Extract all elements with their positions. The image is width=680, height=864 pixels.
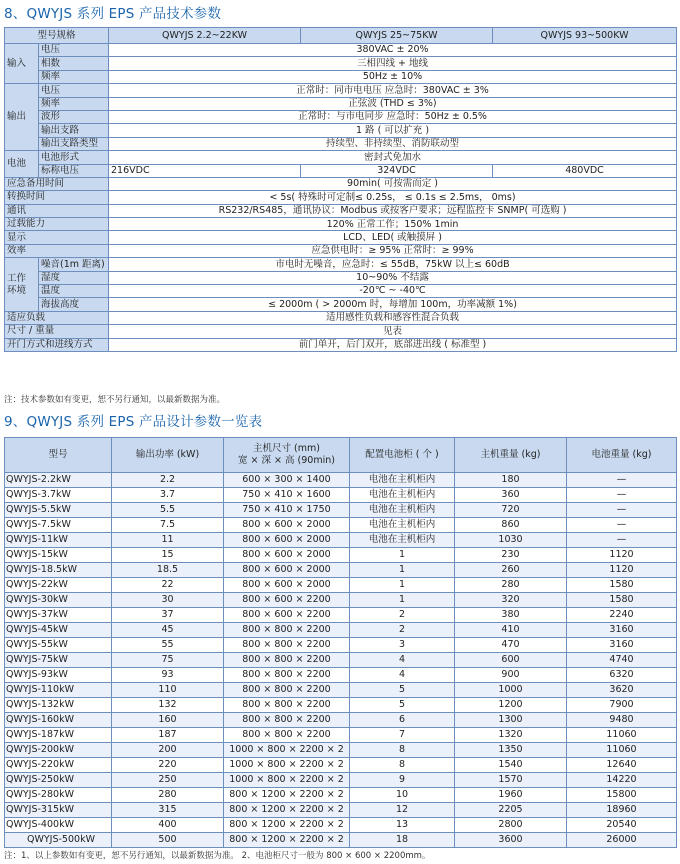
- spec-param-label: 开门方式和进线方式: [5, 338, 109, 351]
- table-cell: 800 × 600 × 2000: [224, 533, 350, 548]
- spec-param-label: 海拔高度: [39, 298, 109, 311]
- spec-row: [5, 231, 677, 244]
- spec-param-label: 温度: [39, 285, 109, 298]
- design-row: [5, 818, 677, 833]
- design-row: [5, 488, 677, 503]
- table-cell: 1000 × 800 × 2200 × 2: [224, 773, 350, 788]
- section-9-title: 9、QWYJS 系列 EPS 产品设计参数一览表: [4, 414, 263, 430]
- table-cell: 800 × 800 × 2200: [224, 683, 350, 698]
- spec-param-value: 持续型、非持续型、消防联动型: [109, 137, 677, 150]
- table-cell: 1: [350, 578, 455, 593]
- spec-param-value: 见表: [109, 325, 677, 338]
- spec-header-cell: QWYJS 25~75KW: [301, 28, 493, 44]
- table-cell: 800 × 800 × 2200: [224, 728, 350, 743]
- table-cell: 600 × 300 × 1400: [224, 473, 350, 488]
- spec-param-value: 正弦波 (THD ≤ 3%): [109, 97, 677, 110]
- spec-param-value: -20℃ ~ -40℃: [109, 285, 677, 298]
- table-cell: 1580: [567, 593, 677, 608]
- table-cell: 11060: [567, 743, 677, 758]
- table-cell: 132: [112, 698, 224, 713]
- spec-param-value: 三相四线 + 地线: [109, 57, 677, 70]
- spec-param-value: LCD、LED( 或触摸屏 ): [109, 231, 677, 244]
- table-cell: 3: [350, 638, 455, 653]
- spec-row: [5, 325, 677, 338]
- table-cell: 11060: [567, 728, 677, 743]
- spec-param-value: 120% 正常工作；150% 1min: [109, 218, 677, 231]
- table-cell: 260: [455, 563, 567, 578]
- spec-param-label: 电池形式: [39, 151, 109, 164]
- table-cell: 800 × 1200 × 2200 × 2: [224, 803, 350, 818]
- table-cell: 15: [112, 548, 224, 563]
- spec-header-cell: 型号规格: [5, 28, 109, 44]
- spec-row: [5, 285, 677, 298]
- spec-param-label: 应急备用时间: [5, 177, 109, 190]
- model-cell: QWYJS-93kW: [5, 668, 112, 683]
- spec-param-label: 适应负载: [5, 311, 109, 324]
- spec-param-label: 尺寸 / 重量: [5, 325, 109, 338]
- table-cell: 160: [112, 713, 224, 728]
- spec-group-label: 输出: [5, 84, 39, 151]
- table-cell: 800 × 600 × 2000: [224, 563, 350, 578]
- table-cell: 1580: [567, 578, 677, 593]
- table-cell: 200: [112, 743, 224, 758]
- table-cell: 1300: [455, 713, 567, 728]
- table-cell: 18: [350, 833, 455, 848]
- design-row: [5, 698, 677, 713]
- table-cell: 230: [455, 548, 567, 563]
- design-row: [5, 773, 677, 788]
- design-row: [5, 548, 677, 563]
- table-cell: 800 × 800 × 2200: [224, 698, 350, 713]
- spec-param-value: 密封式免加水: [109, 151, 677, 164]
- design-row: [5, 623, 677, 638]
- table-cell: 12640: [567, 758, 677, 773]
- model-cell: QWYJS-7.5kW: [5, 518, 112, 533]
- spec-param-label: 输出支路类型: [39, 137, 109, 150]
- spec-param-value: 应急供电时：≥ 95% 正常时：≥ 99%: [109, 244, 677, 257]
- spec-param-value: 正常时：同市电电压 应急时：380VAC ± 3%: [109, 84, 677, 97]
- design-header-cell: 输出功率 (kW): [112, 438, 224, 473]
- table-cell: 2800: [455, 818, 567, 833]
- table-cell: 9: [350, 773, 455, 788]
- design-row: [5, 743, 677, 758]
- table-cell: 7.5: [112, 518, 224, 533]
- table-cell: 电池在主机柜内: [350, 503, 455, 518]
- spec-param-value: ≤ 2000m ( > 2000m 时，每增加 100m，功率减额 1%): [109, 298, 677, 311]
- table-cell: 18.5: [112, 563, 224, 578]
- design-row: [5, 593, 677, 608]
- design-row: [5, 653, 677, 668]
- table-cell: 6: [350, 713, 455, 728]
- spec-group-label: 输入: [5, 44, 39, 84]
- table-cell: 22: [112, 578, 224, 593]
- table-cell: 18960: [567, 803, 677, 818]
- design-header-row: [5, 438, 677, 473]
- spec-param-value: 市电时无噪音，应急时：≤ 55dB，75kW 以上≤ 60dB: [109, 258, 677, 271]
- model-cell: QWYJS-160kW: [5, 713, 112, 728]
- table-cell: 电池在主机柜内: [350, 473, 455, 488]
- table-cell: 5: [350, 698, 455, 713]
- spec-param-label: 相数: [39, 57, 109, 70]
- table-cell: —: [567, 488, 677, 503]
- table-cell: 800 × 1200 × 2200 × 2: [224, 818, 350, 833]
- model-cell: QWYJS-3.7kW: [5, 488, 112, 503]
- design-row: [5, 638, 677, 653]
- spec-row: [5, 338, 677, 351]
- spec-row: [5, 191, 677, 204]
- spec-row: [5, 137, 677, 150]
- model-cell: QWYJS-187kW: [5, 728, 112, 743]
- table-cell: 8: [350, 743, 455, 758]
- spec-param-value: 50Hz ± 10%: [109, 70, 677, 83]
- section-8-title: 8、QWYJS 系列 EPS 产品技术参数: [4, 6, 222, 22]
- model-cell: QWYJS-15kW: [5, 548, 112, 563]
- table-cell: 1120: [567, 563, 677, 578]
- spec-param-value: < 5s( 特殊时可定制≤ 0.25s， ≤ 0.1s ≤ 2.5ms， 0ms): [109, 191, 677, 204]
- spec-param-value: 正常时：与市电同步 应急时：50Hz ± 0.5%: [109, 110, 677, 123]
- spec-param-value: 1 路 ( 可以扩充 ): [109, 124, 677, 137]
- table-cell: 26000: [567, 833, 677, 848]
- table-cell: 1: [350, 563, 455, 578]
- table-cell: 220: [112, 758, 224, 773]
- design-row: [5, 683, 677, 698]
- spec-param-label: 输出支路: [39, 124, 109, 137]
- table-cell: 280: [455, 578, 567, 593]
- table-cell: 800 × 800 × 2200: [224, 653, 350, 668]
- spec-header-cell: QWYJS 93~500KW: [493, 28, 677, 44]
- table-cell: 750 × 410 × 1750: [224, 503, 350, 518]
- model-cell: QWYJS-132kW: [5, 698, 112, 713]
- table-cell: 180: [455, 473, 567, 488]
- table-cell: 30: [112, 593, 224, 608]
- table-cell: 1540: [455, 758, 567, 773]
- model-cell: QWYJS-2.2kW: [5, 473, 112, 488]
- table-cell: 280: [112, 788, 224, 803]
- spec-param-value: 10~90% 不结露: [109, 271, 677, 284]
- design-header-cell: 配置电池柜 ( 个 ): [350, 438, 455, 473]
- design-row: [5, 533, 677, 548]
- spec-param-value: 前门单开，后门双开，底部进出线 ( 标准型 ): [109, 338, 677, 351]
- model-cell: QWYJS-250kW: [5, 773, 112, 788]
- spec-param-value: 480VDC: [493, 164, 677, 177]
- table-cell: 2: [350, 623, 455, 638]
- design-row: [5, 668, 677, 683]
- spec-param-value: 216VDC: [109, 164, 301, 177]
- spec-row: [5, 218, 677, 231]
- table-cell: 800 × 600 × 2200: [224, 593, 350, 608]
- spec-row: [5, 124, 677, 137]
- table-cell: 37: [112, 608, 224, 623]
- table-cell: 470: [455, 638, 567, 653]
- table-cell: 2205: [455, 803, 567, 818]
- design-row: [5, 503, 677, 518]
- spec-param-label: 过载能力: [5, 218, 109, 231]
- spec-row: [5, 177, 677, 190]
- table-cell: 2: [350, 608, 455, 623]
- table-cell: 93: [112, 668, 224, 683]
- table-cell: 15800: [567, 788, 677, 803]
- model-cell: QWYJS-5.5kW: [5, 503, 112, 518]
- model-cell: QWYJS-22kW: [5, 578, 112, 593]
- model-cell: QWYJS-11kW: [5, 533, 112, 548]
- design-row: [5, 518, 677, 533]
- table-cell: 1: [350, 548, 455, 563]
- spec-row: [5, 151, 677, 164]
- table-cell: 1200: [455, 698, 567, 713]
- spec-param-label: 噪音(1m 距离): [39, 258, 109, 271]
- table-cell: 12: [350, 803, 455, 818]
- spec-param-label: 频率: [39, 70, 109, 83]
- table-cell: 800 × 800 × 2200: [224, 638, 350, 653]
- spec-param-value: RS232/RS485，通讯协议：Modbus 或按客户要求；远程监控卡 SNMP( 可选购 ): [109, 204, 677, 217]
- table-cell: 9480: [567, 713, 677, 728]
- table-cell: 3600: [455, 833, 567, 848]
- spec-param-label: 电压: [39, 44, 109, 57]
- table-cell: 250: [112, 773, 224, 788]
- spec-row: [5, 298, 677, 311]
- model-cell: QWYJS-110kW: [5, 683, 112, 698]
- design-header-cell: 主机尺寸 (mm) 宽 × 深 × 高 (90min): [224, 438, 350, 473]
- table-cell: 13: [350, 818, 455, 833]
- table-cell: 750 × 410 × 1600: [224, 488, 350, 503]
- design-row: [5, 728, 677, 743]
- spec-row: [5, 84, 677, 97]
- table-cell: 600: [455, 653, 567, 668]
- table-cell: 1960: [455, 788, 567, 803]
- spec-param-label: 转换时间: [5, 191, 109, 204]
- table-cell: —: [567, 518, 677, 533]
- table-cell: 3620: [567, 683, 677, 698]
- design-row: [5, 758, 677, 773]
- design-row: [5, 563, 677, 578]
- model-cell: QWYJS-75kW: [5, 653, 112, 668]
- table-cell: 800 × 600 × 2200: [224, 608, 350, 623]
- table-cell: 3.7: [112, 488, 224, 503]
- table-cell: 电池在主机柜内: [350, 488, 455, 503]
- table-cell: 800 × 800 × 2200: [224, 668, 350, 683]
- table-cell: 1000: [455, 683, 567, 698]
- spec-group-label: 工作 环境: [5, 258, 39, 312]
- spec-param-value: 380VAC ± 20%: [109, 44, 677, 57]
- table-cell: 45: [112, 623, 224, 638]
- table-cell: 3160: [567, 623, 677, 638]
- model-cell: QWYJS-37kW: [5, 608, 112, 623]
- table-cell: 315: [112, 803, 224, 818]
- table-cell: 4: [350, 653, 455, 668]
- spec-header-cell: QWYJS 2.2~22KW: [109, 28, 301, 44]
- spec-row: [5, 311, 677, 324]
- table-cell: 10: [350, 788, 455, 803]
- table-cell: 500: [112, 833, 224, 848]
- spec-param-label: 频率: [39, 97, 109, 110]
- model-cell: QWYJS-45kW: [5, 623, 112, 638]
- table-cell: 5.5: [112, 503, 224, 518]
- table-cell: 8: [350, 758, 455, 773]
- table-cell: 720: [455, 503, 567, 518]
- table-cell: 800 × 1200 × 2200 × 2: [224, 833, 350, 848]
- table-cell: 4740: [567, 653, 677, 668]
- table-cell: 7: [350, 728, 455, 743]
- spec-group-label: 电池: [5, 151, 39, 178]
- spec-param-label: 湿度: [39, 271, 109, 284]
- table-cell: 800 × 1200 × 2200 × 2: [224, 788, 350, 803]
- table-cell: 900: [455, 668, 567, 683]
- table-cell: 4: [350, 668, 455, 683]
- design-row: [5, 803, 677, 818]
- table-cell: 320: [455, 593, 567, 608]
- table-cell: 800 × 600 × 2000: [224, 518, 350, 533]
- design-row: [5, 788, 677, 803]
- table-cell: 400: [112, 818, 224, 833]
- table-cell: 电池在主机柜内: [350, 533, 455, 548]
- design-param-table: [4, 437, 677, 848]
- table-cell: 2240: [567, 608, 677, 623]
- table-cell: 1120: [567, 548, 677, 563]
- spec-row: [5, 57, 677, 70]
- design-header-cell: 主机重量 (kg): [455, 438, 567, 473]
- table-cell: 1000 × 800 × 2200 × 2: [224, 758, 350, 773]
- model-cell: QWYJS-315kW: [5, 803, 112, 818]
- spec-param-label: 标称电压: [39, 164, 109, 177]
- table-cell: 2.2: [112, 473, 224, 488]
- table-cell: —: [567, 503, 677, 518]
- model-cell: QWYJS-280kW: [5, 788, 112, 803]
- table-cell: 电池在主机柜内: [350, 518, 455, 533]
- table-cell: 110: [112, 683, 224, 698]
- table-cell: 5: [350, 683, 455, 698]
- model-cell: QWYJS-30kW: [5, 593, 112, 608]
- table-cell: 187: [112, 728, 224, 743]
- spec-row: [5, 204, 677, 217]
- section-8-note: 注：技术参数如有变更，恕不另行通知，以最新数据为准。: [4, 395, 226, 405]
- table-cell: 20540: [567, 818, 677, 833]
- table-cell: 800 × 800 × 2200: [224, 713, 350, 728]
- spec-param-value: 适用感性负载和感容性混合负载: [109, 311, 677, 324]
- table-cell: —: [567, 473, 677, 488]
- design-row: [5, 473, 677, 488]
- table-cell: 7900: [567, 698, 677, 713]
- spec-param-value: 90min( 可按需而定 ): [109, 177, 677, 190]
- table-cell: 1030: [455, 533, 567, 548]
- spec-row: [5, 110, 677, 123]
- spec-header-row: [5, 28, 677, 44]
- spec-param-label: 效率: [5, 244, 109, 257]
- spec-param-label: 显示: [5, 231, 109, 244]
- table-cell: 1: [350, 593, 455, 608]
- model-cell: QWYJS-200kW: [5, 743, 112, 758]
- design-header-cell: 电池重量 (kg): [567, 438, 677, 473]
- table-cell: 1570: [455, 773, 567, 788]
- spec-row: [5, 258, 677, 271]
- table-cell: 1320: [455, 728, 567, 743]
- spec-row: [5, 97, 677, 110]
- design-header-cell: 型号: [5, 438, 112, 473]
- table-cell: 1000 × 800 × 2200 × 2: [224, 743, 350, 758]
- table-cell: 75: [112, 653, 224, 668]
- table-cell: —: [567, 533, 677, 548]
- table-cell: 14220: [567, 773, 677, 788]
- table-cell: 6320: [567, 668, 677, 683]
- model-cell: QWYJS-18.5kW: [5, 563, 112, 578]
- spec-row: [5, 271, 677, 284]
- table-cell: 800 × 600 × 2000: [224, 578, 350, 593]
- design-row: [5, 578, 677, 593]
- spec-row: [5, 44, 677, 57]
- table-cell: 55: [112, 638, 224, 653]
- section-9-note: 注：1、以上参数如有变更，恕不另行通知，以最新数据为准。 2、电池柜尺寸一般为 800 × 600 × 2200mm。: [4, 851, 431, 861]
- table-cell: 410: [455, 623, 567, 638]
- model-cell: QWYJS-500kW: [5, 833, 112, 848]
- spec-row: [5, 70, 677, 83]
- spec-row: [5, 244, 677, 257]
- spec-row: [5, 164, 677, 177]
- table-cell: 800 × 600 × 2000: [224, 548, 350, 563]
- spec-param-label: 通讯: [5, 204, 109, 217]
- design-row: [5, 833, 677, 848]
- table-cell: 1350: [455, 743, 567, 758]
- table-cell: 3160: [567, 638, 677, 653]
- spec-param-label: 电压: [39, 84, 109, 97]
- table-cell: 380: [455, 608, 567, 623]
- model-cell: QWYJS-400kW: [5, 818, 112, 833]
- table-cell: 800 × 800 × 2200: [224, 623, 350, 638]
- model-cell: QWYJS-55kW: [5, 638, 112, 653]
- design-row: [5, 608, 677, 623]
- table-cell: 860: [455, 518, 567, 533]
- table-cell: 360: [455, 488, 567, 503]
- spec-param-value: 324VDC: [301, 164, 493, 177]
- spec-param-label: 波形: [39, 110, 109, 123]
- design-row: [5, 713, 677, 728]
- table-cell: 11: [112, 533, 224, 548]
- tech-spec-table: [4, 27, 677, 352]
- model-cell: QWYJS-220kW: [5, 758, 112, 773]
